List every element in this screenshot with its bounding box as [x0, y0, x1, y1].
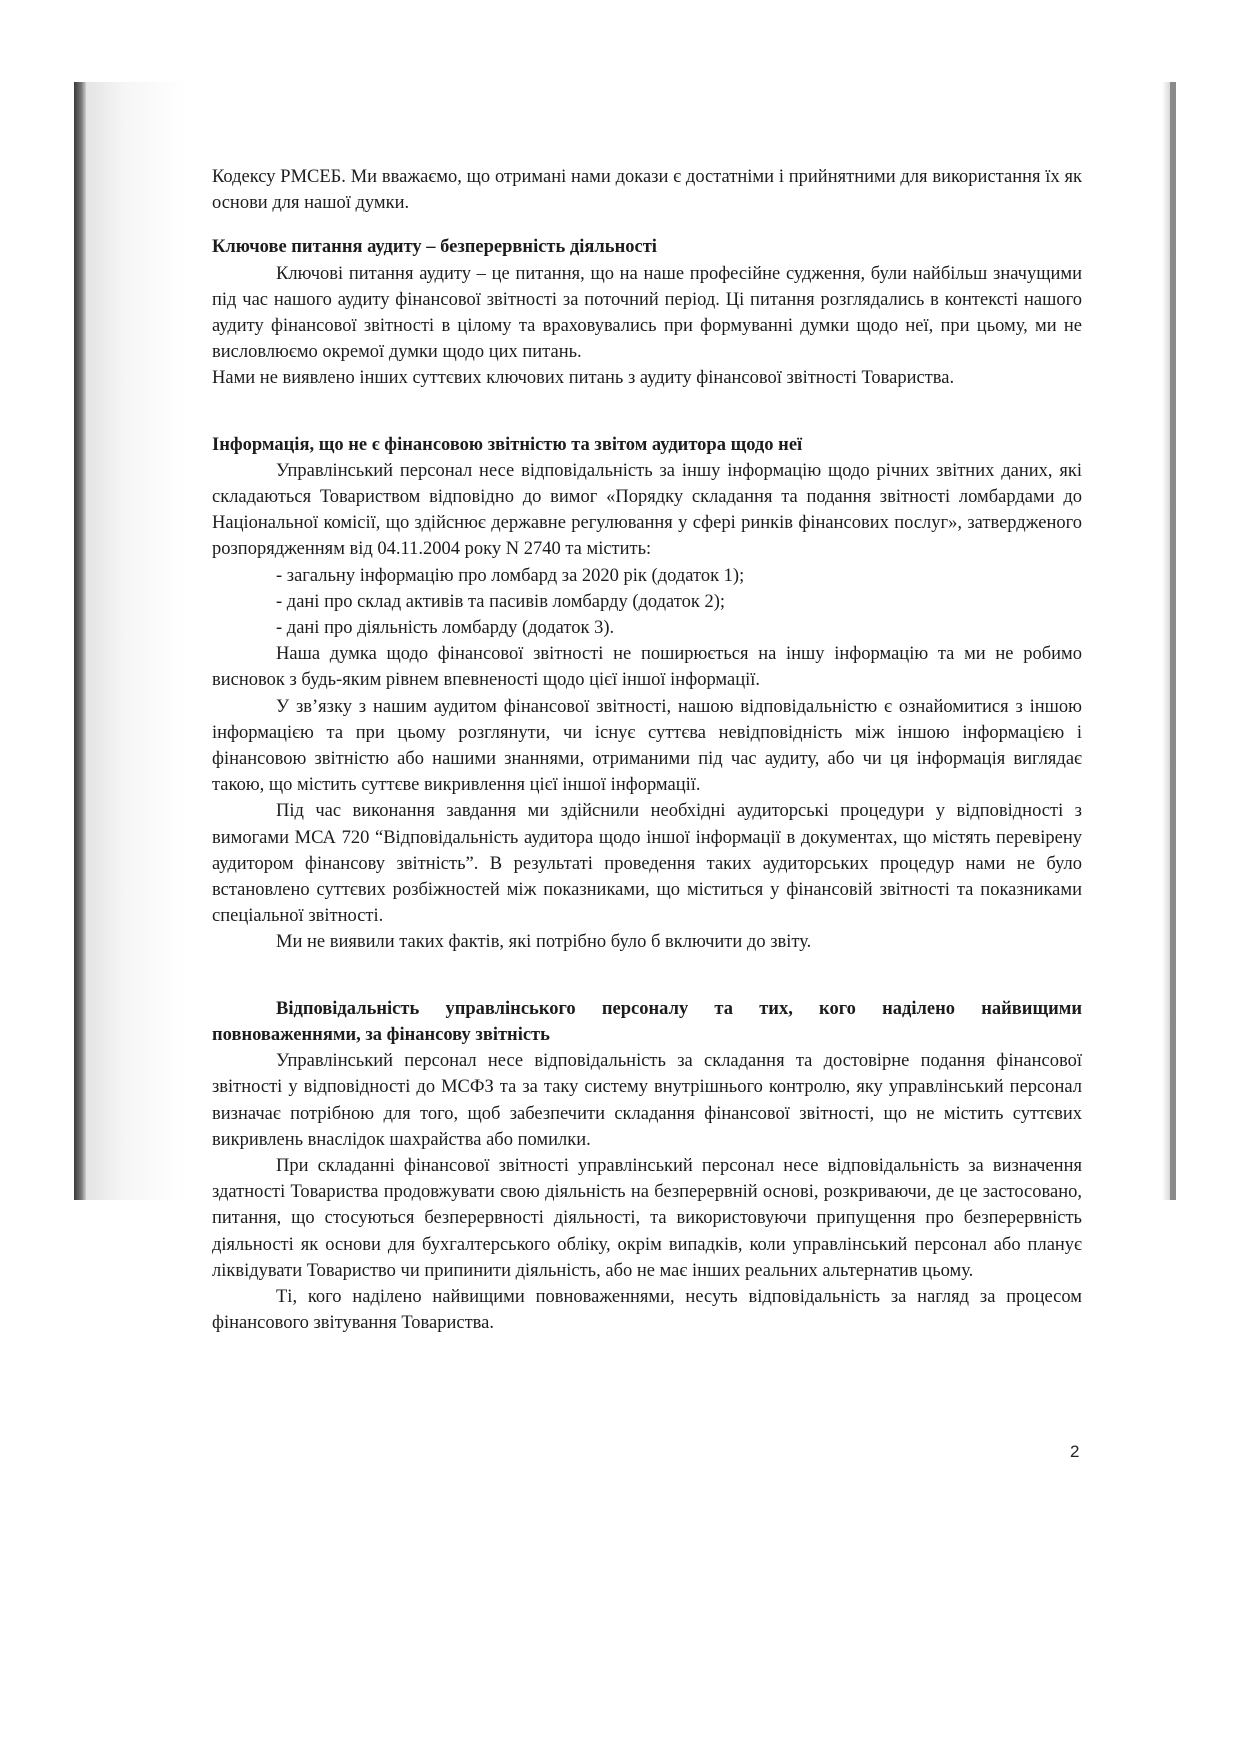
management-responsibility-paragraph: Управлінський персонал несе відповідальність за складання та достовірне подання фінансової звітності у відповідності до МСФЗ та за таку систему внутрішнього контролю, яку управлінський персонал визначає потрібною для того, щоб забезпечити складання фінансової звітності, що не містить суттєвих викривлень внаслідок шахрайства або помилки. [212, 1051, 1082, 1150]
other-information-paragraph: Ми не виявили таких фактів, які потрібно було б включити до звіту. [276, 932, 812, 953]
section-spacer [212, 956, 1082, 978]
other-information-paragraph: Наша думка щодо фінансової звітності не поширюється на іншу інформацію та ми не робимо висновок з будь-яким рівнем впевненості щодо цієї іншої інформації. [212, 644, 1082, 691]
management-responsibility-paragraph: При складанні фінансової звітності управлінський персонал несе відповідальність за визначення здатності Товариства продовжувати свою діяльність на безперервній основі, розкриваючи, де це застосовано, питання, що стосуються безперервності діяльності, та використовуючи припущення про безперервність діяльності як основи для бухгалтерського обліку, окрім випадків, коли управлінський персонал або планує ліквідувати Товариство чи припинити діяльність, або не має інших реальних альтернатив цьому. [212, 1155, 1082, 1281]
key-audit-matters-heading: Ключове питання аудиту – безперервність діяльності [212, 237, 657, 258]
intro-paragraph: Кодексу РМСЕБ. Ми вважаємо, що отримані нами докази є достатніми і прийнятними для використання їх як основи для нашої думки. [212, 167, 1082, 214]
key-audit-matters-paragraph: Ключові питання аудиту – це питання, що на наше професійне судження, були найбільш значущими під час нашого аудиту фінансової звітності за поточний період. Ці питання розглядались в контексті нашого аудиту фінансової звітності в цілому та враховувались при формуванні думки щодо неї, при цьому, ми не висловлюємо окремої думки щодо цих питань. [212, 263, 1082, 363]
list-item: - загальну інформацію про ломбард за 2020 рік (додаток 1); [276, 565, 745, 586]
other-information-paragraph: Управлінський персонал несе відповідальність за іншу інформацію щодо річних звітних даних, які складаються Товариством відповідно до вимог «Порядку складання та подання звітності ломбардами до Національної комісії, що здійснює державне регулювання у сфері ринків фінансових послуг», затвердженого розпорядженням від 04.11.2004 року N 2740 та містить: [212, 460, 1082, 560]
section-spacer [212, 392, 1082, 414]
scan-edge-right [1162, 82, 1170, 1200]
scan-shadow-right [1170, 82, 1176, 1200]
document-page [212, 164, 1082, 1336]
management-responsibility-heading: Відповідальність управлінського персоналу та тих, кого наділено найвищими повноваженнями, за фінансову звітність [212, 998, 1082, 1045]
list-item: - дані про склад активів та пасивів ломбарду (додаток 2); [276, 591, 726, 612]
key-audit-matters-paragraph: Нами не виявлено інших суттєвих ключових питань з аудиту фінансової звітності Товариства. [212, 368, 955, 389]
other-information-heading: Інформація, що не є фінансовою звітністю та звітом аудитора щодо неї [212, 434, 803, 455]
page-number: 2 [1070, 1442, 1080, 1461]
scan-shadow-left [74, 82, 86, 1200]
scan-edge-left [86, 82, 186, 1200]
other-information-paragraph: Під час виконання завдання ми здійснили необхідні аудиторські процедури у відповідності з вимогами МСА 720 “Відповідальність аудитора щодо іншої інформації в документах, що містять перевірену аудитором фінансову звітність”. В результаті проведення таких аудиторських процедур нами не було встановлено суттєвих розбіжностей між показниками, що міститься у фінансовій звітності та показниками спеціальної звітності. [212, 801, 1082, 927]
management-responsibility-paragraph: Ті, кого наділено найвищими повноваженнями, несуть відповідальність за нагляд за процесом фінансового звітування Товариства. [212, 1286, 1082, 1334]
other-information-paragraph: У зв’язку з нашим аудитом фінансової звітності, нашою відповідальністю є ознайомитися з іншою інформацією та при цьому розглянути, чи існує суттєва невідповідність між іншою інформацією і фінансовою звітністю або нашими знаннями, отриманими під час аудиту, або чи ця інформація виглядає такою, що містить суттєве викривлення цієї іншої інформації. [212, 696, 1082, 796]
list-item: - дані про діяльність ломбарду (додаток 3). [276, 618, 615, 639]
